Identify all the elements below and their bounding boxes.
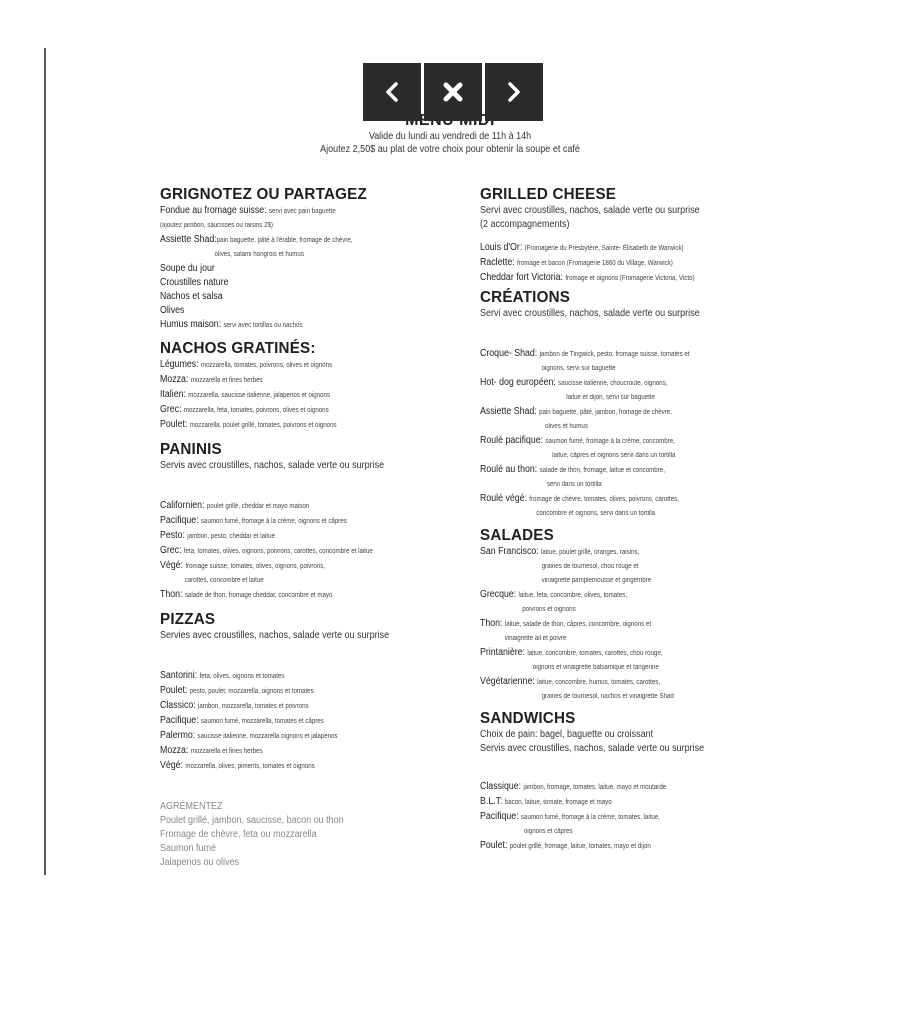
section-subtitle: Servi avec croustilles, nachos, salade verte ou surprise [480, 205, 700, 216]
menu-item: Humus maison: servi avec tortillas ou nachos [160, 319, 303, 330]
menu-subtitle-hours: Valide du lundi au vendredi de 11h à 14h [368, 131, 532, 142]
section-title: PIZZAS [160, 611, 216, 628]
menu-item: Végé: fromage suisse, tomates, olives, oignons, poivrons, [160, 560, 326, 571]
menu-item: Pacifique: saumon fumé, mozzarella, tomates et câpres [160, 715, 324, 726]
menu-item: Pesto: jambon, pesto, cheddar et laitue [160, 530, 275, 541]
menu-item-continued: laitue et dijon, servi sur baguette [566, 394, 655, 401]
menu-item: San Francisco: laitue, poulet grillé, oranges, raisins, [480, 546, 640, 557]
section-title: GRIGNOTEZ OU PARTAGEZ [160, 186, 367, 203]
menu-item: Saumon fumé [160, 843, 217, 854]
section-subtitle: Servi avec croustilles, nachos, salade verte ou surprise [480, 308, 700, 319]
menu-item: Grec: mozzarella, feta, tomates, poivrons, olives et oignons [160, 404, 329, 415]
menu-item: Croque- Shad: jambon de Tingwick, pesto, fromage suisse, tomates et [480, 348, 690, 359]
section-title: GRILLED CHEESE [480, 186, 617, 203]
menu-item: Soupe du jour [160, 263, 215, 274]
menu-item: Végétarienne: laitue, concombre, humus, tomates, carottes, [480, 676, 661, 687]
close-button[interactable] [424, 63, 482, 121]
section-title: CRÉATIONS [480, 289, 571, 306]
menu-item-continued: concombre et oignons, servi dans un tortilla [536, 510, 656, 517]
menu-item: Croustilles nature [160, 277, 229, 288]
menu-item: Printanière: laitue, concombre, tomates, carottes, chou rouge, [480, 647, 663, 658]
section-subtitle: Servies avec croustilles, nachos, salade verte ou surprise [160, 630, 390, 641]
menu-item: Raclette: fromage et bacon (Fromagerie 1860 du Village, Warwick) [480, 257, 673, 268]
menu-item: Olives [160, 305, 185, 316]
menu-item: Pacifique: saumon fumé, fromage à la crème, tomates, laitue, [480, 811, 660, 822]
menu-item: Roulé au thon: salade de thon, fromage, laitue et concombre, [480, 464, 665, 475]
section-title: PANINIS [160, 441, 222, 458]
menu-item-continued: (ajoutez jambon, saucisses ou raisins 2$) [160, 222, 273, 229]
menu-item-continued: laitue, câpres et oignons servi dans un tortilla [552, 452, 676, 459]
menu-item: Classico: jambon, mozzarella, tomates et poivrons [160, 700, 309, 711]
close-icon [443, 82, 463, 102]
section-nachos [160, 340, 450, 433]
menu-item: Assiette Shad: pain baguette, pâté, jambon, fromage de chèvre, [480, 406, 672, 417]
menu-item: Palermo: saucisse italienne, mozzarella oignons et jalapenos [160, 730, 338, 741]
menu-item: Hot- dog européen: saucisse italienne, choucroute, oignons, [480, 377, 668, 388]
menu-item: Cheddar fort Victoria: fromage et oignons (Fromagerie Victoria, Victo) [480, 272, 695, 283]
menu-item-continued: olives, salami hongrois et humus [214, 251, 304, 258]
menu-item-continued: oignons et vinaigrette balsamique et tangerine [532, 664, 659, 671]
section-title: SALADES [480, 527, 554, 544]
menu-item-continued: carottes, concombre et laitue [184, 577, 264, 584]
menu-item: Grec: feta, tomates, olives, oignons, poivrons, carottes, concombre et laitue [160, 545, 373, 556]
menu-item: Santorini: feta, olives, oignons et tomates [160, 670, 285, 681]
section-sandwichs [480, 710, 770, 854]
menu-item: Grecque: laitue, feta, concombre, olives, tomates, [480, 589, 628, 600]
prev-button[interactable] [363, 63, 421, 121]
section-pizzas [160, 611, 450, 774]
section-subtitle: Servis avec croustilles, nachos, salade verte ou surprise [160, 460, 385, 471]
menu-item: Thon: salade de thon, fromage cheddar, concombre et mayo [160, 589, 333, 600]
section-subtitle: Choix de pain: bagel, baguette ou croissant [480, 729, 654, 740]
menu-item: Nachos et salsa [160, 291, 223, 302]
menu-item: Assiette Shad:pain baguette, pâté à l'érable, fromage de chèvre, [160, 234, 353, 245]
menu-item: Roulé végé: fromage de chèvre, tomates, olives, poivrons, carottes, [480, 493, 679, 504]
section-title: AGRÉMENTEZ [160, 801, 223, 812]
menu-item: Californien: poulet grillé, cheddar et mayo maison [160, 500, 310, 511]
menu-item-continued: oignons et câpres [524, 828, 573, 835]
section-paninis [160, 441, 450, 603]
menu-item: Jalapenos ou olives [160, 857, 240, 868]
menu-subtitle-soup: Ajoutez 2,50$ au plat de votre choix pour obtenir la soupe et café [320, 144, 580, 155]
section-title: SANDWICHS [480, 710, 576, 727]
menu-item: Fromage de chèvre, feta ou mozzarella [160, 829, 317, 840]
chevron-right-icon [505, 81, 523, 103]
menu-item: Végé: mozzarella, olives, piments, tomates et oignons [160, 760, 315, 771]
menu-item-continued: olives et humus [545, 423, 588, 430]
menu-item: Poulet: pesto, poulet, mozzarella, oignons et tomates [160, 685, 314, 696]
menu-item: Roulé pacifique: saumon fumé, fromage à la crème, concombre, [480, 435, 675, 446]
menu-item: Mozza: mozzarella et fines herbes [160, 745, 263, 756]
menu-item: Italien: mozzarella, saucisse italienne, jalapenos et oignons [160, 389, 331, 400]
menu-item: Légumes: mozzarella, tomates, poivrons, olives et oignons [160, 359, 333, 370]
section-subtitle: Servis avec croustilles, nachos, salade verte ou surprise [480, 743, 705, 754]
chevron-left-icon [383, 81, 401, 103]
section-title: NACHOS GRATINÉS: [160, 340, 316, 357]
menu-item: Classique: jambon, fromage, tomates, laitue, mayo et moutarde [480, 781, 667, 792]
section-grignotez [160, 186, 450, 333]
section-salades [480, 527, 770, 704]
menu-item-continued: vinaigrette ail et poivre [504, 635, 567, 642]
section-subtitle: (2 accompagnements) [480, 219, 570, 230]
menu-item-continued: vinaigrette pamplemousse et gingembre [541, 577, 652, 584]
section-grilled-cheese [480, 186, 770, 286]
section-agrementez [160, 800, 450, 870]
menu-item-continued: graines de tournesol, chou rouge et [541, 563, 639, 570]
next-button[interactable] [485, 63, 543, 121]
menu-right-column [480, 186, 770, 854]
menu-item: Mozza: mozzarella et fines herbes [160, 374, 263, 385]
menu-item: Pacifique: saumon fumé, fromage à la crème, oignons et câpres [160, 515, 347, 526]
menu-left-column [160, 186, 450, 870]
menu-item: B.L.T: bacon, laitue, tomate, fromage et mayo [480, 796, 612, 807]
menu-item-continued: graines de tournesol, nachos et vinaigrette Shad [541, 693, 674, 700]
menu-item: Thon: laitue, salade de thon, câpres, concombre, oignons et [480, 618, 652, 629]
menu-item: Poulet: mozzarella, poulet grillé, tomates, poivrons et oignons [160, 419, 337, 430]
menu-item: Louis d'Or: (Fromagerie du Presbytère, Sainte- Élisabeth de Warwick) [480, 242, 684, 253]
menu-item: Poulet: poulet grillé, fromage, laitue, tomates, mayo et dijon [480, 840, 651, 851]
menu-item-continued: oignons, servi sur baguette [541, 365, 616, 372]
menu-item-continued: poivrons et oignons [522, 606, 576, 613]
menu-item-continued: servi dans un tortilla [546, 481, 602, 488]
page-border-line [44, 48, 46, 875]
menu-item: Fondue au fromage suisse: servi avec pain baguette [160, 205, 336, 216]
menu-item: Poulet grillé, jambon, saucisse, bacon ou thon [160, 815, 344, 826]
section-creations [480, 289, 770, 521]
